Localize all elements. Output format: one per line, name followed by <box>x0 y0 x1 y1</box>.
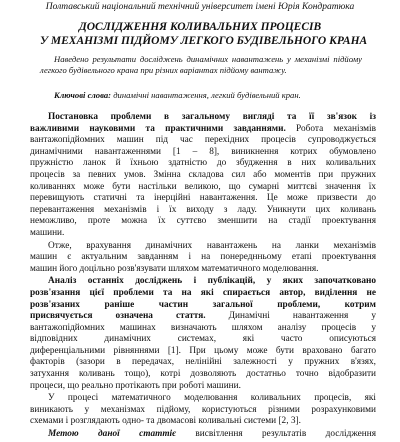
bold-text: важливими науковими та практичними завданнями. <box>30 123 286 134</box>
abstract <box>40 54 362 75</box>
paragraph-problem-statement <box>30 112 376 240</box>
body-line: розв'язання цієї проблеми та на які спирається автор, виділення не <box>30 287 376 298</box>
body-line: виникають у механізмах підйому, користуються різними розрахунковими <box>30 404 376 415</box>
keywords-label: Ключові слова: <box>54 90 112 100</box>
body-line: Аналіз останніх досліджень і публікацій, у яких започатковано <box>48 276 376 287</box>
body-line: машин його доцільно розв'язувати шляхом математичного моделювання. <box>30 263 319 274</box>
body-line: процесів за певних умов. Змінна складова сил або моментів при пружних <box>30 169 376 180</box>
text-run: Робота механізмів <box>285 123 376 134</box>
title-line-2: У МЕХАНІЗМІ ПІДЙОМУ ЛЕГКОГО БУДІВЕЛЬНОГО КРАНА <box>40 35 368 47</box>
keywords-text: динамічні навантаження, легкий будівельний кран. <box>111 90 301 100</box>
abstract-line-2: легкого будівельного крана при різних варіантах підйому вантажу. <box>40 64 287 75</box>
paragraph-relevance <box>30 241 376 276</box>
body-line: перевищують статичні та інерційні навантаження. Це може призвести до <box>30 193 376 204</box>
keywords <box>54 90 374 101</box>
body-line: динамічними навантаженнями [1 – 8], виникнення котрих обумовлено <box>30 146 376 157</box>
title-line-1: ДОСЛІДЖЕННЯ КОЛИВАЛЬНИХ ПРОЦЕСІВ <box>78 21 322 33</box>
body-line <box>30 311 376 323</box>
body-line: пружністю ланок й їхньою здатністю до збудження в них коливальних <box>30 158 376 169</box>
body-line: вантажопідйомних машинах визначають шляхом аналізу процесів у <box>30 322 376 333</box>
body-line <box>30 429 376 441</box>
body-text <box>30 112 376 442</box>
body-line: диференціальними рівняннями [1]. При цьому може бути враховано багато <box>30 345 376 356</box>
body-line: Постановка проблеми в загальному вигляді та її зв'язок із <box>48 112 376 122</box>
paragraph-modeling <box>30 393 376 428</box>
text-run: Динамічні навантаження у <box>205 311 376 322</box>
body-line: машини. <box>30 227 65 238</box>
body-line: вантажопідйомних машин під час перехідних процесів супроводжується <box>30 135 376 146</box>
body-line: затухання коливань тощо), котрі дозволяють достатньо точно відобразити <box>30 369 376 380</box>
body-line: розв'язаних раніше частин загальної проблеми, котрим <box>30 299 376 310</box>
body-line: коливаннях може бути настільки великою, що сумарні миттєві значення їх <box>30 181 376 192</box>
paper-title <box>40 20 368 48</box>
bold-text: присвячується означена стаття. <box>30 311 206 322</box>
body-line: факторів (зазори в передачах, нелінійні залежності у пружних в'язях, <box>30 357 376 368</box>
author-affiliation: Полтавський національний технічний університет імені Юрія Кондратюка <box>45 2 355 12</box>
body-line: схемами і розглядають одно- та двомасові коливальні системи [2, 3]. <box>30 416 301 427</box>
body-line: машин є актуальним завданням і на понереднньому етапі проектування <box>30 252 376 263</box>
body-line <box>30 124 376 136</box>
body-line: У процесі математичного моделювання коливальних процесів, які <box>48 393 376 404</box>
paragraph-literature-review <box>30 276 376 392</box>
abstract-line-1: Наведено результати досліджень динамічних навантажень у механізмі підйому <box>54 54 362 64</box>
bold-italic-text: Метою даної статтіє <box>48 429 176 440</box>
body-line: процеси, що реально протікають при роботі машини. <box>30 380 241 391</box>
paragraph-goal <box>30 429 376 441</box>
body-line: перевантаження механізмів і їх виходу з ладу. Уникнути цих коливань <box>30 204 376 215</box>
body-line: неможливо, проте можна їх суттєво зменшити на стадії проектування <box>30 216 376 227</box>
body-line: Отже, врахування динамічних навантажень на ланки механізмів <box>48 240 376 251</box>
text-run: висвітлення результатів дослідження <box>176 429 376 440</box>
body-line: відповідних динамічних системах, які часто описуються <box>30 334 376 345</box>
